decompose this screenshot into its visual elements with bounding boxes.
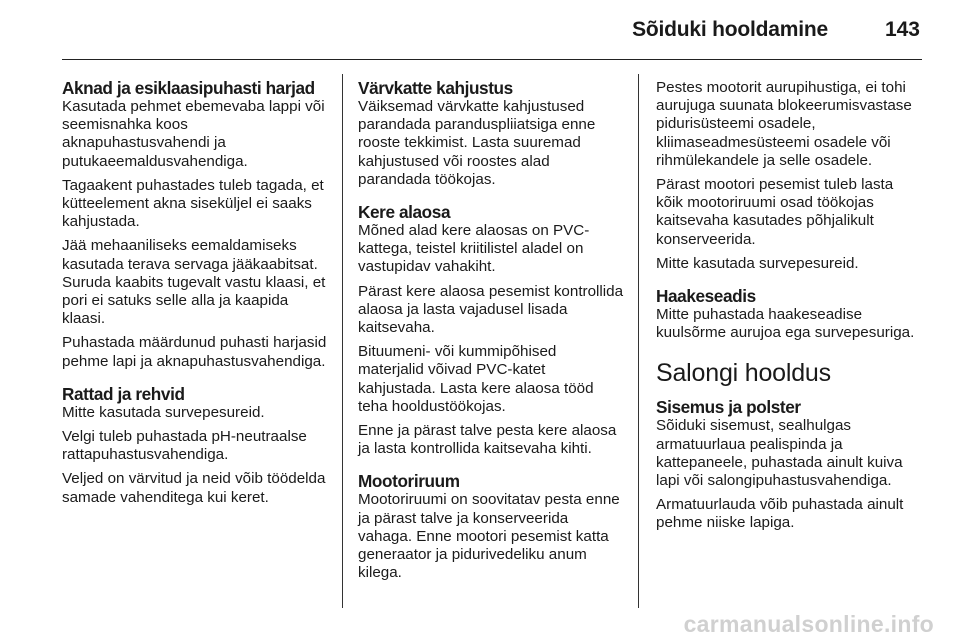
watermark-text: carmanualsonline.info: [683, 611, 934, 637]
paragraph: Mõned alad kere alaosas on PVC-kattega, teistel kriitilistel aladel on vastupidav vahakiht.: [358, 222, 590, 276]
paragraph: Pestes mootorit aurupihustiga, ei tohi aurujuga suunata blokeerumisvastase pidurisüsteemi osadele, kliimaseadmesüsteemi osadele või rihmülekandele ja selle osadele.: [656, 79, 912, 169]
paragraph: Mitte kasutada survepesureid.: [656, 254, 859, 272]
column-left: [62, 79, 330, 513]
section-heading-interior-upholstery: Sisemus ja polster: [656, 397, 801, 418]
header-rule: [62, 59, 922, 60]
paragraph: Armatuurlauda võib puhastada ainult pehme niiske lapiga.: [656, 496, 904, 532]
paragraph: Tagaakent puhastades tuleb tagada, et kütteelement akna siseküljel ei saaks kahjustada.: [62, 176, 324, 231]
column-divider-2: [638, 74, 639, 608]
column-middle: [358, 79, 626, 588]
column-divider-1: [342, 74, 343, 608]
page-header-title: Sõiduki hooldamine: [632, 18, 828, 41]
paragraph: Jää mehaaniliseks eemaldamiseks kasutada terava servaga jääkaabitsat. Suruda kaabits tugevalt vastu klaasi, et pori ei satuks selle alla ja kaapida klaasi.: [62, 237, 326, 328]
section-heading-engine-compartment: Mootoriruum: [358, 471, 460, 492]
column-right: [656, 79, 924, 539]
section-heading-windows-wipers: Aknad ja esiklaasipuhasti harjad: [62, 78, 315, 98]
paragraph: Enne ja pärast talve pesta kere alaosa ja lasta kontrollida kaitsevaha kihti.: [358, 422, 617, 458]
paragraph: Bituumeni- või kummipõhised materjalid võivad PVC-katet kahjustada. Lasta kere alaosa tööd teha hooldustöökojas.: [358, 343, 594, 415]
paragraph: Pärast kere alaosa pesemist kontrollida alaosa ja lasta vajadusel lisada kaitsevaha.: [358, 282, 624, 337]
section-heading-towing-device: Haakeseadis: [656, 286, 756, 307]
paragraph: Pärast mootori pesemist tuleb lasta kõik mootoriruumi osad töökojas kaitsevaha kasutades põhjalikult konserveerida.: [656, 176, 894, 248]
page-number: 143: [884, 18, 920, 41]
paragraph: Velgi tuleb puhastada pH-neutraalse rattapuhastusvahendiga.: [62, 428, 307, 464]
paragraph: Väiksemad värvkatte kahjustused parandada paranduspliiatsiga enne rooste tekkimist. Lasta suuremad kahjustused või roostes alad parandada töökojas.: [358, 98, 596, 188]
paragraph: Veljed on värvitud ja neid võib töödelda samade vahenditega kui keret.: [62, 470, 326, 506]
paragraph: Kasutada pehmet ebemevaba lappi või seemisnahka koos aknapuhastusvahendi ja putukaeemaldusvahendiga.: [62, 98, 325, 170]
paragraph: Sõiduki sisemust, sealhulgas armatuurlaua pealispinda ja kattepaneele, puhastada ainult kuiva lapi või salongipuhastusvahendiga.: [656, 417, 903, 490]
paragraph: Mootoriruumi on soovitatav pesta enne ja pärast talve ja konserveerida vahaga. Enne mootori pesemist katta generaator ja pidurivedeliku anum kilega.: [358, 491, 620, 582]
section-heading-paint-damage: Värvkatte kahjustus: [358, 78, 513, 98]
paragraph: Mitte kasutada survepesureid.: [62, 403, 265, 421]
section-heading-wheels-tyres: Rattad ja rehvid: [62, 383, 185, 404]
paragraph: Puhastada määrdunud puhasti harjasid pehme lapi ja aknapuhastusvahendiga.: [62, 334, 327, 370]
chapter-heading-interior-care: Salongi hooldus: [656, 359, 831, 388]
section-heading-underbody: Kere alaosa: [358, 202, 451, 223]
paragraph: Mitte puhastada haakeseadise kuulsõrme aurujoa ega survepesuriga.: [656, 306, 915, 342]
